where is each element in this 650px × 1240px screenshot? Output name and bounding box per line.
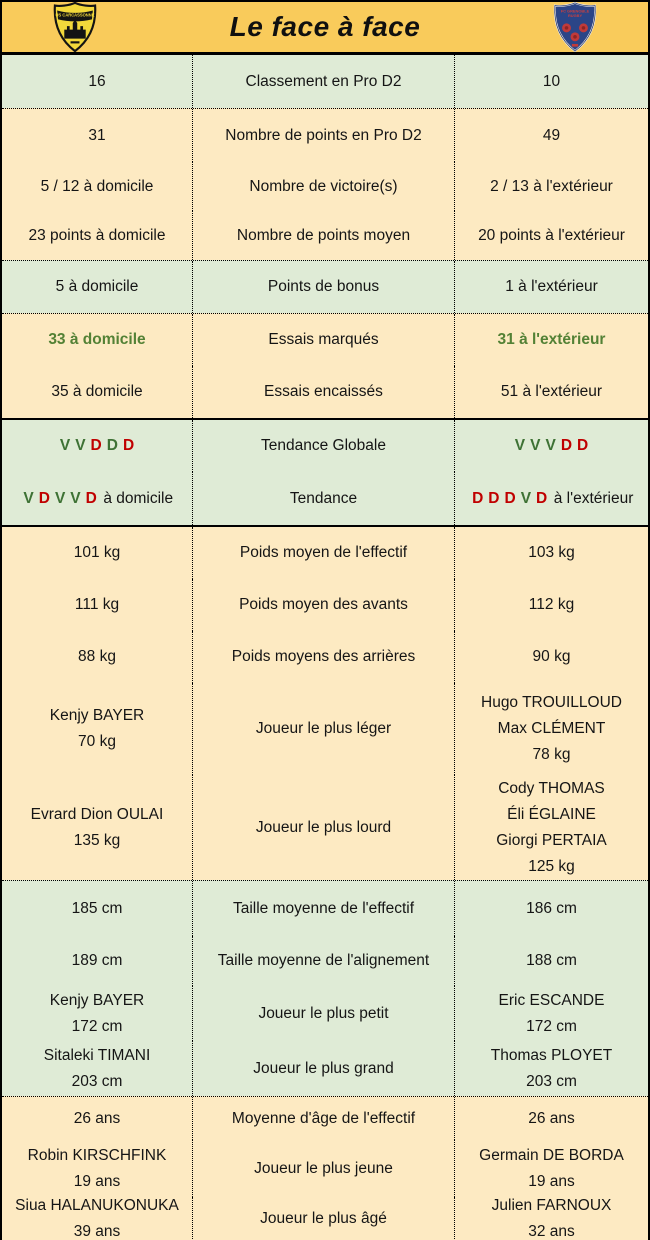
stat-label: Joueur le plus lourd <box>192 775 455 880</box>
stat-row-taille-effectif <box>2 881 648 936</box>
stat-value-away: 1 à l'extérieur <box>505 278 598 295</box>
trend-letter: D <box>85 489 97 507</box>
stat-value-away: 26 ans <box>528 1109 575 1127</box>
home-team-logo-us-carcassonne-icon <box>50 2 100 52</box>
stat-label: Poids moyen des avants <box>192 579 455 631</box>
stat-label: Joueur le plus jeune <box>192 1140 455 1197</box>
stat-value-away: 10 <box>542 72 561 90</box>
stat-label: Taille moyenne de l'alignement <box>192 936 455 986</box>
stat-row-victoires <box>2 162 648 211</box>
stat-row-taille-alignement <box>2 936 648 986</box>
stat-row-essais-encaisses <box>2 366 648 418</box>
stat-label: Poids moyens des arrières <box>192 631 455 683</box>
stat-row-joueur-petit <box>2 986 648 1041</box>
stat-label: Tendance Globale <box>192 420 455 472</box>
stat-value-home: 111 kg <box>74 596 120 613</box>
trend-letters <box>470 486 634 512</box>
stat-label: Points de bonus <box>192 261 455 313</box>
stat-value-away: 51 à l'extérieur <box>500 383 603 400</box>
stat-value-home: 101 kg <box>73 544 121 561</box>
trend-letter: V <box>59 437 71 454</box>
stat-value-home: Sitaleki TIMANI 203 cm <box>43 1046 151 1090</box>
trend-letter: D <box>577 437 589 454</box>
stat-value-away: 103 kg <box>528 544 575 561</box>
stat-row-poids-effectif <box>2 527 648 579</box>
stat-label: Joueur le plus léger <box>192 683 455 775</box>
stat-row-bonus <box>2 261 648 313</box>
trend-letter: D <box>488 489 500 507</box>
stat-value-home-highlight: 33 à domicile <box>48 331 146 348</box>
stat-label: Essais marqués <box>192 314 455 366</box>
trend-letter: D <box>472 489 484 507</box>
stat-value-home: 5 / 12 à domicile <box>40 177 154 195</box>
stat-value-home: 189 cm <box>71 952 123 969</box>
table-header <box>2 2 648 55</box>
stat-row-joueur-grand <box>2 1041 648 1096</box>
stat-row-tendance <box>2 472 648 525</box>
stat-label: Nombre de victoire(s) <box>192 162 455 211</box>
stat-value-home: 16 <box>88 72 106 90</box>
stat-value-home: Evrard Dion OULAI 135 kg <box>30 805 164 849</box>
trend-suffix: à l'extérieur <box>553 489 634 507</box>
stat-value-home: 35 à domicile <box>51 383 143 400</box>
stat-row-tendance-globale <box>2 420 648 472</box>
section-classement <box>2 55 648 108</box>
trend-away <box>455 472 648 525</box>
trend-letter: D <box>560 437 573 454</box>
section-points <box>2 108 648 260</box>
stat-value-away: Cody THOMAS Éli ÉGLAINE Giorgi PERTAIA 125 kg <box>496 779 607 875</box>
stat-value-away: 49 <box>542 126 561 144</box>
trend-home <box>2 420 192 472</box>
trend-letter: V <box>70 489 81 507</box>
stat-row-joueur-leger <box>2 683 648 775</box>
stat-value-away: 112 kg <box>528 596 575 613</box>
stat-row-joueur-lourd <box>2 775 648 880</box>
stat-value-home: 26 ans <box>73 1109 121 1127</box>
stat-value-away: Hugo TROUILLOUD Max CLÉMENT 78 kg <box>481 694 622 763</box>
stat-value-away: 188 cm <box>526 952 577 969</box>
section-tendance <box>2 418 648 525</box>
stat-row-joueur-age <box>2 1197 648 1240</box>
trend-letters <box>21 486 173 512</box>
page-title: Le face à face <box>229 11 421 42</box>
section-ages <box>2 1096 648 1240</box>
stat-value-home: Robin KIRSCHFINK 19 ans <box>27 1146 167 1190</box>
stat-value-home: 5 à domicile <box>55 278 139 295</box>
svg-text:RUGBY: RUGBY <box>567 13 583 19</box>
section-bonus <box>2 260 648 313</box>
stat-value-away: 186 cm <box>526 899 577 917</box>
stat-value-home: 88 kg <box>78 648 116 665</box>
stat-label: Essais encaissés <box>192 366 455 418</box>
stat-label: Moyenne d'âge de l'effectif <box>192 1097 455 1140</box>
stat-label: Nombre de points moyen <box>192 211 455 260</box>
stat-label: Joueur le plus petit <box>192 986 455 1041</box>
trend-letters <box>57 433 136 459</box>
stat-value-away: 2 / 13 à l'extérieur <box>490 177 613 195</box>
stat-row-essais-marques <box>2 314 648 366</box>
stat-row-poids-arrieres <box>2 631 648 683</box>
stat-value-away-highlight: 31 à l'extérieur <box>497 331 606 348</box>
trend-letter: V <box>520 489 532 507</box>
stat-value-away: Eric ESCANDE 172 cm <box>498 991 605 1035</box>
trend-letter: D <box>106 437 118 454</box>
stat-value-home: Kenjy BAYER 172 cm <box>49 991 145 1035</box>
stat-label: Joueur le plus grand <box>192 1041 455 1096</box>
stat-row-points-moyen <box>2 211 648 260</box>
stat-label: Nombre de points en Pro D2 <box>192 109 455 162</box>
away-team-logo-fc-grenoble-icon <box>550 2 600 52</box>
stat-value-home: Siua HALANUKONUKA 39 ans <box>15 1197 179 1240</box>
svg-text:US CARCASSONNE: US CARCASSONNE <box>55 12 95 18</box>
stat-value-home: 23 points à domicile <box>28 226 166 244</box>
trend-letter: D <box>38 489 50 507</box>
stat-label: Classement en Pro D2 <box>192 55 455 108</box>
trend-letter: V <box>75 437 86 454</box>
trend-home <box>2 472 192 525</box>
stat-label: Taille moyenne de l'effectif <box>192 881 455 936</box>
section-poids <box>2 525 648 880</box>
stat-row-age-moyen <box>2 1097 648 1140</box>
svg-text:FC GRENOBLE: FC GRENOBLE <box>560 8 590 14</box>
stat-value-away: Julien FARNOUX 32 ans <box>491 1197 612 1240</box>
trend-letter: D <box>90 437 102 454</box>
section-essais <box>2 313 648 418</box>
stat-value-away: 20 points à l'extérieur <box>478 226 625 244</box>
stat-label: Tendance <box>192 472 455 525</box>
trend-letter: V <box>530 437 541 454</box>
stat-value-home: 185 cm <box>71 899 123 917</box>
stat-row-points-prod2 <box>2 109 648 162</box>
trend-letter: D <box>122 437 135 454</box>
stat-row-joueur-jeune <box>2 1140 648 1197</box>
trend-letter: D <box>536 489 548 507</box>
stat-row-classement <box>2 55 648 108</box>
trend-letter: V <box>23 489 34 507</box>
stat-value-away: Germain DE BORDA 19 ans <box>479 1146 624 1190</box>
trend-letter: D <box>504 489 516 507</box>
stat-value-home: 31 <box>88 126 106 144</box>
stat-label: Joueur le plus âgé <box>192 1197 455 1240</box>
section-tailles <box>2 880 648 1096</box>
trend-letter: V <box>545 437 556 454</box>
trend-letter: V <box>54 489 66 507</box>
trend-away <box>455 420 648 472</box>
trend-suffix: à domicile <box>103 489 174 507</box>
trend-letter: V <box>514 437 526 454</box>
stat-label: Poids moyen de l'effectif <box>192 527 455 579</box>
stat-value-away: Thomas PLOYET 203 cm <box>490 1046 613 1090</box>
stat-value-home: Kenjy BAYER 70 kg <box>49 707 145 750</box>
stat-value-away: 90 kg <box>532 648 571 665</box>
stat-row-poids-avants <box>2 579 648 631</box>
trend-letters <box>512 433 590 459</box>
